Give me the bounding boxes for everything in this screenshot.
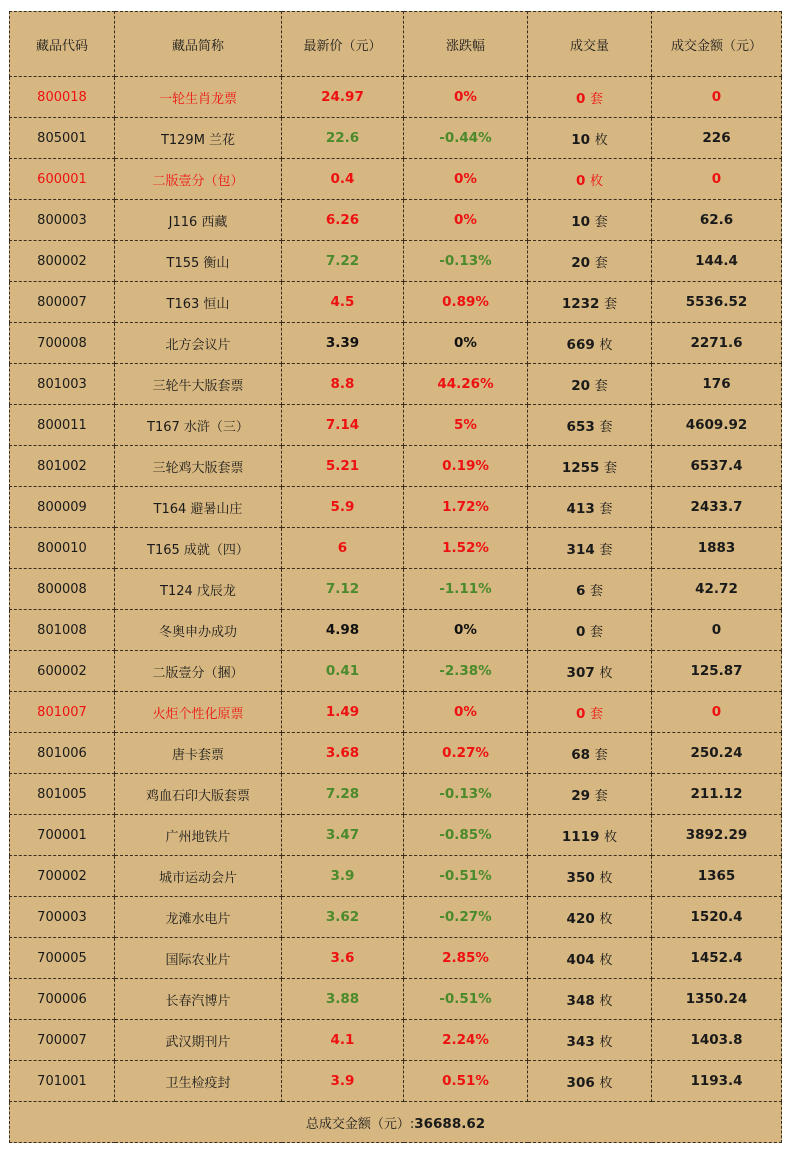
cell-price: 7.28: [282, 774, 404, 815]
volume-unit: 枚: [599, 337, 613, 353]
table-row: [10, 1061, 782, 1102]
volume-unit: 枚: [599, 1034, 613, 1050]
table-row: [10, 815, 782, 856]
cell-name: 武汉期刊片: [115, 1020, 282, 1061]
header-row: [10, 12, 782, 77]
cell-name: T165 成就（四）: [115, 528, 282, 569]
total-amount-cell: [10, 1102, 782, 1143]
volume-value: 0: [575, 623, 586, 640]
cell-volume: [528, 487, 652, 528]
cell-change: 0.19%: [404, 446, 528, 487]
volume-unit: 枚: [590, 173, 604, 189]
volume-unit: 枚: [599, 952, 613, 968]
cell-code: 801003: [10, 364, 115, 405]
cell-change: 2.85%: [404, 938, 528, 979]
volume-unit: 套: [590, 91, 604, 107]
cell-volume: [528, 897, 652, 938]
cell-code: 800007: [10, 282, 115, 323]
table-row: [10, 856, 782, 897]
cell-name: T167 水浒（三）: [115, 405, 282, 446]
table-row: [10, 487, 782, 528]
cell-name: T155 衡山: [115, 241, 282, 282]
cell-volume: [528, 1020, 652, 1061]
cell-code: 800010: [10, 528, 115, 569]
volume-unit: 套: [594, 214, 608, 230]
cell-amount: 1193.4: [652, 1061, 782, 1102]
table-row: [10, 1020, 782, 1061]
cell-amount: 250.24: [652, 733, 782, 774]
cell-amount: 5536.52: [652, 282, 782, 323]
cell-price: 8.8: [282, 364, 404, 405]
cell-name: 一轮生肖龙票: [115, 77, 282, 118]
cell-code: 800002: [10, 241, 115, 282]
cell-amount: 1403.8: [652, 1020, 782, 1061]
stamp-market-table: [9, 11, 782, 1143]
cell-code: 801005: [10, 774, 115, 815]
volume-unit: 套: [599, 501, 613, 517]
volume-value: 420: [566, 910, 595, 927]
table-row: [10, 692, 782, 733]
cell-code: 800011: [10, 405, 115, 446]
header-price: 最新价（元）: [282, 12, 404, 77]
cell-name: 国际农业片: [115, 938, 282, 979]
cell-price: 0.4: [282, 159, 404, 200]
cell-amount: 1520.4: [652, 897, 782, 938]
volume-value: 1255: [561, 459, 600, 476]
table-row: [10, 446, 782, 487]
cell-price: 3.47: [282, 815, 404, 856]
cell-amount: 176: [652, 364, 782, 405]
cell-name: 城市运动会片: [115, 856, 282, 897]
cell-volume: [528, 528, 652, 569]
cell-volume: [528, 118, 652, 159]
cell-change: 0%: [404, 200, 528, 241]
cell-amount: 1350.24: [652, 979, 782, 1020]
cell-name: 二版壹分（包）: [115, 159, 282, 200]
total-amount-label: 总成交金额（元）:: [305, 1116, 415, 1132]
cell-volume: [528, 733, 652, 774]
volume-unit: 套: [594, 378, 608, 394]
cell-amount: 1365: [652, 856, 782, 897]
cell-amount: 4609.92: [652, 405, 782, 446]
volume-unit: 套: [590, 706, 604, 722]
volume-value: 10: [571, 131, 591, 148]
cell-code: 701001: [10, 1061, 115, 1102]
table-row: [10, 323, 782, 364]
cell-volume: [528, 241, 652, 282]
table-row: [10, 610, 782, 651]
volume-unit: 套: [599, 542, 613, 558]
cell-price: 4.1: [282, 1020, 404, 1061]
table-row: [10, 77, 782, 118]
header-volume: 成交量: [528, 12, 652, 77]
table-row: [10, 569, 782, 610]
cell-change: -0.51%: [404, 979, 528, 1020]
table-row: [10, 528, 782, 569]
cell-name: 冬奥申办成功: [115, 610, 282, 651]
cell-volume: [528, 692, 652, 733]
volume-value: 314: [566, 541, 595, 558]
cell-code: 700008: [10, 323, 115, 364]
cell-price: 6.26: [282, 200, 404, 241]
cell-name: T129M 兰花: [115, 118, 282, 159]
cell-name: 二版壹分（捆）: [115, 651, 282, 692]
cell-code: 700006: [10, 979, 115, 1020]
cell-price: 5.9: [282, 487, 404, 528]
cell-code: 600002: [10, 651, 115, 692]
cell-code: 600001: [10, 159, 115, 200]
cell-amount: 1883: [652, 528, 782, 569]
volume-unit: 套: [590, 583, 604, 599]
cell-volume: [528, 569, 652, 610]
volume-value: 404: [566, 951, 595, 968]
cell-amount: 144.4: [652, 241, 782, 282]
cell-volume: [528, 610, 652, 651]
cell-code: 700005: [10, 938, 115, 979]
volume-unit: 枚: [604, 829, 618, 845]
header-amount: 成交金额（元）: [652, 12, 782, 77]
volume-value: 348: [566, 992, 595, 1009]
cell-change: 0%: [404, 610, 528, 651]
volume-value: 1119: [561, 828, 600, 845]
table-row: [10, 897, 782, 938]
table-row: [10, 282, 782, 323]
cell-volume: [528, 405, 652, 446]
cell-code: 801006: [10, 733, 115, 774]
volume-unit: 枚: [594, 132, 608, 148]
cell-amount: 62.6: [652, 200, 782, 241]
cell-change: 5%: [404, 405, 528, 446]
table-row: [10, 733, 782, 774]
cell-name: 三轮牛大版套票: [115, 364, 282, 405]
volume-value: 20: [571, 254, 591, 271]
cell-volume: [528, 979, 652, 1020]
volume-unit: 枚: [599, 665, 613, 681]
cell-change: -0.85%: [404, 815, 528, 856]
cell-change: 44.26%: [404, 364, 528, 405]
header-code: 藏品代码: [10, 12, 115, 77]
cell-volume: [528, 938, 652, 979]
volume-unit: 套: [594, 747, 608, 763]
cell-volume: [528, 1061, 652, 1102]
cell-code: 800003: [10, 200, 115, 241]
cell-code: 800018: [10, 77, 115, 118]
volume-value: 653: [566, 418, 595, 435]
cell-volume: [528, 364, 652, 405]
cell-amount: 2433.7: [652, 487, 782, 528]
volume-value: 669: [566, 336, 595, 353]
cell-name: 三轮鸡大版套票: [115, 446, 282, 487]
volume-unit: 套: [599, 419, 613, 435]
cell-change: 0%: [404, 77, 528, 118]
cell-change: -2.38%: [404, 651, 528, 692]
cell-price: 3.6: [282, 938, 404, 979]
volume-value: 20: [571, 377, 591, 394]
cell-amount: 1452.4: [652, 938, 782, 979]
cell-change: 0%: [404, 159, 528, 200]
cell-price: 7.12: [282, 569, 404, 610]
volume-value: 413: [566, 500, 595, 517]
cell-change: -0.44%: [404, 118, 528, 159]
cell-name: 长春汽博片: [115, 979, 282, 1020]
cell-change: -0.27%: [404, 897, 528, 938]
cell-change: 2.24%: [404, 1020, 528, 1061]
cell-amount: 0: [652, 610, 782, 651]
cell-price: 1.49: [282, 692, 404, 733]
cell-change: 1.52%: [404, 528, 528, 569]
table-row: [10, 200, 782, 241]
table-row: [10, 774, 782, 815]
cell-amount: 2271.6: [652, 323, 782, 364]
cell-code: 801007: [10, 692, 115, 733]
cell-code: 805001: [10, 118, 115, 159]
cell-price: 0.41: [282, 651, 404, 692]
table-row: [10, 364, 782, 405]
cell-change: 0.89%: [404, 282, 528, 323]
cell-price: 3.62: [282, 897, 404, 938]
volume-value: 343: [566, 1033, 595, 1050]
cell-code: 700007: [10, 1020, 115, 1061]
cell-name: 唐卡套票: [115, 733, 282, 774]
cell-name: T163 恒山: [115, 282, 282, 323]
cell-name: J116 西藏: [115, 200, 282, 241]
volume-value: 6: [575, 582, 586, 599]
cell-code: 800009: [10, 487, 115, 528]
cell-name: T124 戊辰龙: [115, 569, 282, 610]
cell-price: 24.97: [282, 77, 404, 118]
cell-volume: [528, 856, 652, 897]
volume-value: 29: [571, 787, 591, 804]
cell-change: 1.72%: [404, 487, 528, 528]
cell-price: 3.39: [282, 323, 404, 364]
cell-price: 22.6: [282, 118, 404, 159]
volume-value: 1232: [561, 295, 600, 312]
cell-volume: [528, 774, 652, 815]
cell-name: 鸡血石印大版套票: [115, 774, 282, 815]
cell-change: 0%: [404, 323, 528, 364]
volume-unit: 枚: [599, 1075, 613, 1091]
cell-code: 801002: [10, 446, 115, 487]
volume-value: 0: [575, 90, 586, 107]
cell-change: 0.27%: [404, 733, 528, 774]
cell-amount: 125.87: [652, 651, 782, 692]
volume-value: 306: [566, 1074, 595, 1091]
volume-value: 10: [571, 213, 591, 230]
cell-name: T164 避暑山庄: [115, 487, 282, 528]
cell-amount: 3892.29: [652, 815, 782, 856]
cell-change: -0.13%: [404, 241, 528, 282]
cell-change: -0.51%: [404, 856, 528, 897]
cell-name: 广州地铁片: [115, 815, 282, 856]
cell-change: -0.13%: [404, 774, 528, 815]
cell-change: 0%: [404, 692, 528, 733]
footer-row: [10, 1102, 782, 1143]
header-change: 涨跌幅: [404, 12, 528, 77]
cell-price: 3.9: [282, 856, 404, 897]
volume-value: 68: [571, 746, 591, 763]
cell-code: 800008: [10, 569, 115, 610]
table-row: [10, 405, 782, 446]
volume-unit: 套: [590, 624, 604, 640]
cell-name: 火炬个性化原票: [115, 692, 282, 733]
cell-amount: 6537.4: [652, 446, 782, 487]
table-row: [10, 118, 782, 159]
cell-amount: 0: [652, 77, 782, 118]
cell-volume: [528, 159, 652, 200]
cell-code: 700002: [10, 856, 115, 897]
volume-unit: 枚: [599, 993, 613, 1009]
cell-price: 3.88: [282, 979, 404, 1020]
cell-volume: [528, 200, 652, 241]
cell-volume: [528, 651, 652, 692]
cell-price: 3.68: [282, 733, 404, 774]
table-row: [10, 159, 782, 200]
table-row: [10, 241, 782, 282]
cell-price: 6: [282, 528, 404, 569]
cell-amount: 226: [652, 118, 782, 159]
volume-value: 0: [575, 705, 586, 722]
volume-unit: 套: [604, 296, 618, 312]
cell-code: 801008: [10, 610, 115, 651]
total-amount-value: 36688.62: [414, 1115, 486, 1132]
volume-unit: 枚: [599, 870, 613, 886]
cell-name: 龙滩水电片: [115, 897, 282, 938]
cell-amount: 42.72: [652, 569, 782, 610]
cell-price: 7.14: [282, 405, 404, 446]
volume-value: 0: [575, 172, 586, 189]
cell-code: 700003: [10, 897, 115, 938]
cell-volume: [528, 282, 652, 323]
cell-price: 4.98: [282, 610, 404, 651]
cell-amount: 0: [652, 692, 782, 733]
cell-amount: 211.12: [652, 774, 782, 815]
volume-unit: 套: [604, 460, 618, 476]
cell-volume: [528, 446, 652, 487]
cell-change: -1.11%: [404, 569, 528, 610]
volume-value: 307: [566, 664, 595, 681]
cell-price: 3.9: [282, 1061, 404, 1102]
volume-unit: 套: [594, 255, 608, 271]
cell-price: 5.21: [282, 446, 404, 487]
volume-value: 350: [566, 869, 595, 886]
table-row: [10, 979, 782, 1020]
cell-volume: [528, 77, 652, 118]
cell-code: 700001: [10, 815, 115, 856]
cell-name: 北方会议片: [115, 323, 282, 364]
cell-price: 7.22: [282, 241, 404, 282]
cell-change: 0.51%: [404, 1061, 528, 1102]
cell-volume: [528, 323, 652, 364]
table-row: [10, 651, 782, 692]
cell-price: 4.5: [282, 282, 404, 323]
header-name: 藏品简称: [115, 12, 282, 77]
cell-name: 卫生检疫封: [115, 1061, 282, 1102]
volume-unit: 枚: [599, 911, 613, 927]
table-body: [10, 77, 782, 1102]
table-row: [10, 938, 782, 979]
volume-unit: 套: [594, 788, 608, 804]
cell-volume: [528, 815, 652, 856]
cell-amount: 0: [652, 159, 782, 200]
